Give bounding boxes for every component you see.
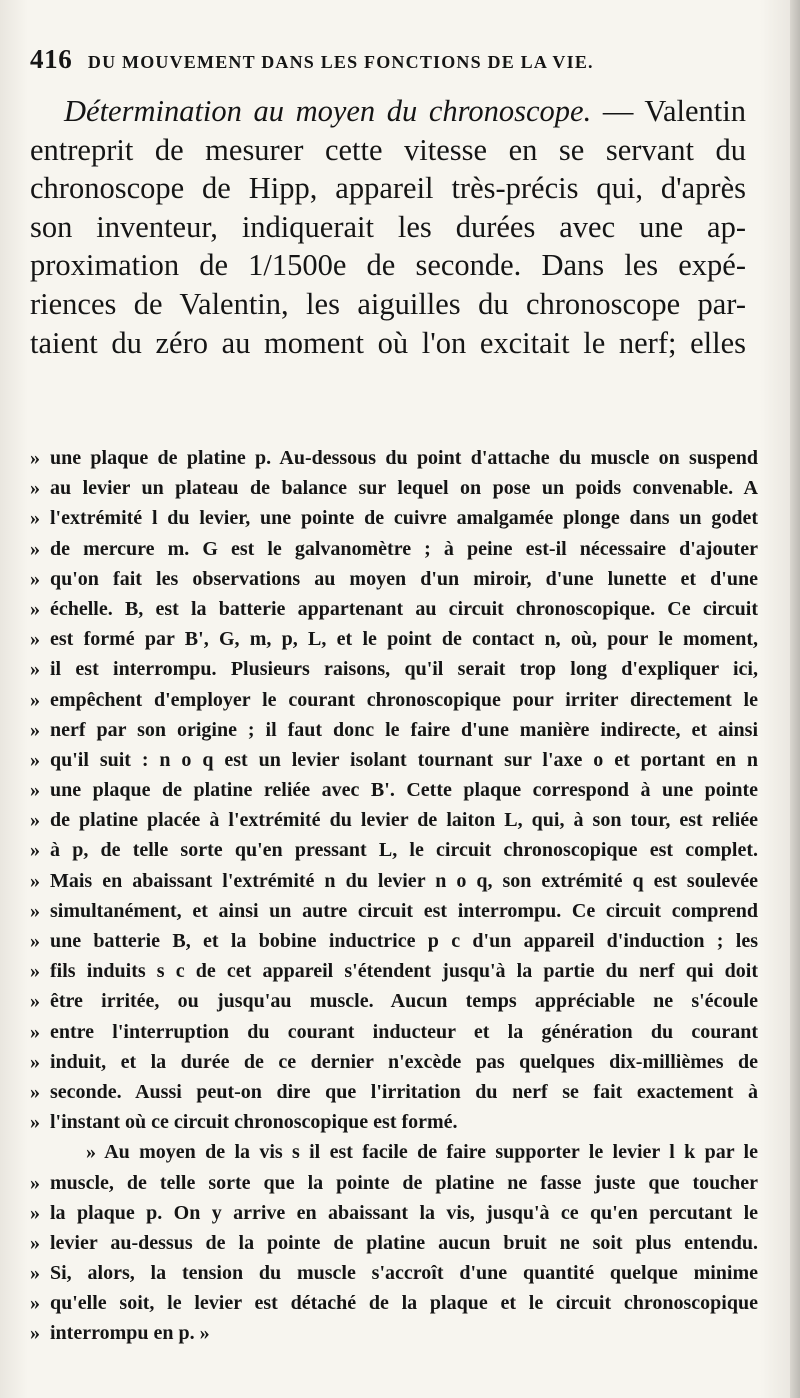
quote-line [30,715,758,745]
quote-line-text: il est interrompu. Plusieurs raisons, qu'il serait trop long d'expliquer ici, [50,658,758,681]
quote-line-text: échelle. B, est la batterie appartenant au circuit chronoscopique. Ce circuit [50,597,758,620]
quote-line-text: seconde. Aussi peut-on dire que l'irritation du nerf se fait exactement à [50,1080,758,1103]
quote-line-text: Mais en abaissant l'extrémité n du levier n o q, son extrémité q est soulevée [50,869,758,892]
quote-line [30,1047,758,1077]
quote-line [30,594,758,624]
quote-line [30,534,758,564]
intro-line: Détermination au moyen du chronoscope. — Valentin [64,94,746,128]
quote-line [30,956,758,986]
quote-line-text: est formé par B', G, m, p, L, et le point de contact n, où, pour le moment, [50,628,758,651]
quote-line [30,503,758,533]
page-edge [790,0,800,1398]
intro-line: taient du zéro au moment où l'on excitait le nerf; elles [30,325,746,360]
quote-line-text: Si, alors, la tension du muscle s'accroît d'une quantité quelque minime [50,1262,758,1285]
quote-line [30,1198,758,1228]
guillemet-mark: » [30,1231,40,1254]
quote-line-text: qu'elle soit, le levier est détaché de la plaque et le circuit chronoscopique [50,1292,758,1315]
guillemet-mark: » [30,688,40,711]
guillemet-mark: » [30,658,40,681]
intro-line: chronoscope de Hipp, appareil très-précis qui, d'après [30,171,746,206]
guillemet-mark: » [30,1322,40,1345]
quote-line [30,1258,758,1288]
quote-line-text: entre l'interruption du courant inducteur et la génération du courant [50,1020,758,1043]
quote-line [30,1168,758,1198]
guillemet-mark: » [30,1050,40,1073]
guillemet-mark: » [30,1292,40,1315]
page-number: 416 [30,44,73,74]
quote-line [30,624,758,654]
intro-line: proximation de 1/1500e de seconde. Dans les expé- [30,248,746,283]
guillemet-mark: » [30,748,40,771]
intro-line: son inventeur, indiquerait les durées avec une ap- [30,209,746,244]
running-header [30,44,770,75]
quote-line-text: induit, et la durée de ce dernier n'excède pas quelques dix-millièmes de [50,1050,758,1073]
guillemet-mark: » [30,507,40,530]
quote-line-text: qu'il suit : n o q est un levier isolant tournant sur l'axe o et portant en n [50,748,758,771]
quote-line [30,986,758,1016]
quote-line-text: une plaque de platine p. Au-dessous du point d'attache du muscle on suspend [50,447,758,469]
intro-paragraph [30,92,746,362]
guillemet-mark: » [30,718,40,741]
guillemet-mark: » [30,930,40,952]
guillemet-mark: » [30,899,40,922]
guillemet-mark: » [30,447,40,469]
quote-line-text: nerf par son origine ; il faut donc le faire d'une manière indirecte, et ainsi [50,718,758,741]
quote-line [30,835,758,865]
quote-line [30,1137,758,1167]
guillemet-mark: » [30,839,40,862]
quote-line [30,1318,758,1348]
guillemet-mark: » [30,779,40,802]
guillemet-mark: » [30,567,40,590]
quote-line [30,473,758,503]
quoted-passage [30,443,758,1349]
section-heading: Détermination au moyen du chronoscope. [64,94,592,128]
guillemet-mark: » [30,1201,40,1224]
running-title: DU MOUVEMENT DANS LES FONCTIONS DE LA VIE. [87,52,594,72]
quote-line-text: la plaque p. On y arrive en abaissant la vis, jusqu'à ce qu'en percutant le [50,1201,758,1224]
quote-line [30,1288,758,1318]
quote-line-text: fils induits s c de cet appareil s'étendent jusqu'à la partie du nerf qui doit [50,960,758,983]
intro-line: entreprit de mesurer cette vitesse en se servant du [30,132,746,167]
quote-line [30,564,758,594]
quote-line-text: de platine placée à l'extrémité du levier de laiton L, qui, à son tour, est reliée [50,809,758,832]
quote-line-text: muscle, de telle sorte que la pointe de platine ne fasse juste que toucher [50,1171,758,1194]
guillemet-mark: » [30,990,40,1013]
quote-line-text: être irritée, ou jusqu'au muscle. Aucun temps appréciable ne s'écoule [50,990,758,1013]
guillemet-mark: » [30,537,40,560]
quote-line [30,866,758,896]
quote-line-text: qu'on fait les observations au moyen d'un miroir, d'une lunette et d'une [50,567,758,590]
quote-line-text: simultanément, et ainsi un autre circuit est interrompu. Ce circuit comprend [50,899,758,922]
guillemet-mark: » [30,960,40,983]
guillemet-mark: » [30,1020,40,1043]
guillemet-mark: » [30,869,40,892]
quote-line-text: » Au moyen de la vis s il est facile de faire supporter le levier l k par le [86,1141,758,1164]
quote-line-text: empêchent d'employer le courant chronoscopique pour irriter directement le [50,688,758,711]
quote-line-text: levier au-dessus de la pointe de platine aucun bruit ne soit plus entendu. [50,1231,758,1254]
quote-line [30,685,758,715]
quote-line [30,1228,758,1258]
guillemet-mark: » [30,628,40,651]
intro-line: riences de Valentin, les aiguilles du chronoscope par- [30,286,746,321]
quote-line-text: à p, de telle sorte qu'en pressant L, le circuit chronoscopique est complet. [50,839,758,862]
guillemet-mark: » [30,1171,40,1194]
quote-line-text: de mercure m. G est le galvanomètre ; à peine est-il nécessaire d'ajouter [50,537,758,560]
quote-line [30,1017,758,1047]
quote-line-text: une plaque de platine reliée avec B'. Cette plaque correspond à une pointe [50,779,758,802]
guillemet-mark: » [30,1080,40,1103]
quote-line-text: l'instant où ce circuit chronoscopique est formé. [50,1111,458,1134]
quote-line [30,443,758,473]
quote-line [30,1077,758,1107]
quote-line [30,896,758,926]
guillemet-mark: » [30,1111,40,1134]
quote-line [30,775,758,805]
quote-line-text: au levier un plateau de balance sur lequel on pose un poids convenable. A [50,477,758,500]
quote-line [30,654,758,684]
guillemet-mark: » [30,1262,40,1285]
quote-line-text: une batterie B, et la bobine inductrice p c d'un appareil d'induction ; les [50,930,758,952]
guillemet-mark: » [30,477,40,500]
quote-line [30,1107,758,1137]
quote-line [30,805,758,835]
quote-line-text: l'extrémité l du levier, une pointe de cuivre amalgamée plonge dans un godet [50,507,758,530]
quote-line [30,926,758,956]
guillemet-mark: » [30,809,40,832]
quote-line-text: interrompu en p. » [50,1322,210,1345]
quote-line [30,745,758,775]
guillemet-mark: » [30,597,40,620]
